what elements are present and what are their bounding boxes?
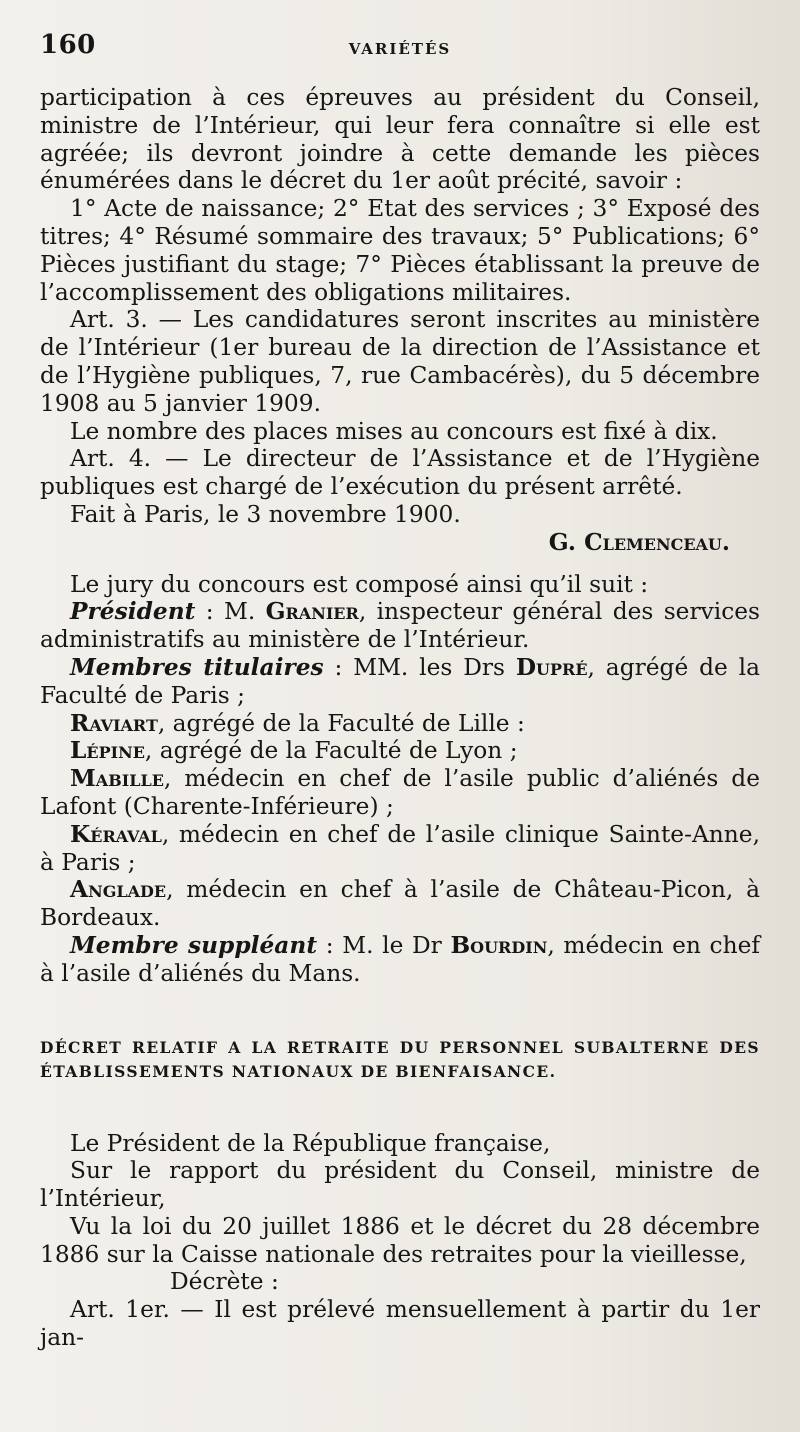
text-fragment: , agrégé de la Faculté de Paris ; bbox=[40, 653, 760, 709]
person-name: Dupré bbox=[515, 653, 588, 681]
jury-member bbox=[40, 737, 760, 765]
text-fragment: : MM. les Drs bbox=[323, 653, 516, 681]
paragraph: Le nombre des places mises au concours est fixé à dix. bbox=[70, 417, 718, 445]
person-name: Anglade bbox=[70, 876, 167, 904]
person-name: Kéraval bbox=[70, 820, 162, 848]
text-fragment: , médecin en chef de l’asile clinique Sainte-Anne, à Paris ; bbox=[40, 820, 760, 876]
text-fragment: , agrégé de la Faculté de Lyon ; bbox=[144, 737, 518, 765]
body-text bbox=[40, 84, 760, 988]
person-name: Raviart bbox=[70, 709, 158, 737]
paragraph: Le Président de la République française, bbox=[70, 1129, 551, 1157]
text-fragment: , médecin en chef à l’asile d’aliénés du Mans. bbox=[40, 931, 760, 987]
jury-president bbox=[40, 598, 760, 654]
section-title: VARIÉTÉS bbox=[348, 40, 452, 58]
decree-text bbox=[40, 1130, 760, 1352]
role-label: Membre suppléant bbox=[70, 931, 318, 959]
paragraph: Art. 1er. — Il est prélevé mensuellement à partir du 1er jan- bbox=[40, 1296, 760, 1352]
person-name: Bourdin bbox=[450, 931, 548, 959]
role-label: Membres titulaires bbox=[70, 653, 324, 681]
text-fragment: , médecin en chef de l’asile public d’aliénés de Lafont (Charente-Inférieure) ; bbox=[40, 765, 760, 820]
decree-heading: DÉCRET RELATIF A LA RETRAITE DU PERSONNEL SUBALTERNE DES ÉTABLISSEMENTS NATIONAUX DE BIENFAISANCE. bbox=[40, 1037, 760, 1081]
paragraph: Le jury du concours est composé ainsi qu’il suit : bbox=[70, 570, 649, 598]
running-head bbox=[40, 30, 760, 70]
jury-member bbox=[40, 821, 760, 877]
paragraph: Sur le rapport du président du Conseil, ministre de l’Intérieur, bbox=[40, 1157, 760, 1213]
paragraph: Fait à Paris, le 3 novembre 1900. bbox=[70, 500, 461, 528]
jury-member bbox=[40, 710, 760, 738]
person-name: Lépine bbox=[70, 737, 145, 765]
text-fragment: : M. le Dr bbox=[317, 931, 451, 959]
person-name: Granier bbox=[265, 598, 359, 626]
paragraph: Art. 3. — Les candidatures seront inscrites au ministère de l’Intérieur (1er bureau de la direction de l’Assistance et de l’Hygiène publiques, 7, rue Cambacérès), du 5 décembre 1908 au 5 janvier 1909. bbox=[40, 306, 760, 417]
text-fragment: , médecin en chef à l’asile de Château-Picon, à Bordeaux. bbox=[40, 876, 760, 932]
jury-suppleant bbox=[40, 932, 760, 988]
jury-member bbox=[40, 876, 760, 932]
decree-formula: Décrète : bbox=[170, 1268, 279, 1296]
jury-member bbox=[40, 765, 760, 821]
text-fragment: , agrégé de la Faculté de Lille : bbox=[157, 709, 525, 737]
jury-members bbox=[40, 654, 760, 710]
page-number: 160 bbox=[40, 30, 96, 60]
paragraph: Vu la loi du 20 juillet 1886 et le décret du 28 décembre 1886 sur la Caisse nationale des retraites pour la vieillesse, bbox=[40, 1212, 760, 1268]
paragraph: 1° Acte de naissance; 2° Etat des services ; 3° Exposé des titres; 4° Résumé sommaire des travaux; 5° Publications; 6° Pièces justifiant du stage; 7° Pièces établissant la preuve de l’accomplissement des obligations militaires. bbox=[40, 195, 760, 306]
paragraph: Art. 4. — Le directeur de l’Assistance et de l’Hygiène publiques est chargé de l’exécution du présent arrêté. bbox=[40, 445, 760, 501]
paragraph: participation à ces épreuves au président du Conseil, ministre de l’Intérieur, qui leur fera connaître si elle est agréée; ils devront joindre à cette demande les pièces énumérées dans le décret du 1er août précité, savoir : bbox=[40, 84, 760, 195]
text-fragment: , inspecteur général des services administratifs au ministère de l’Intérieur. bbox=[40, 598, 760, 654]
signature: G. Clemenceau. bbox=[548, 528, 730, 556]
role-label: Président bbox=[70, 598, 196, 626]
person-name: Mabille bbox=[70, 765, 164, 793]
text-fragment: : M. bbox=[195, 598, 266, 626]
